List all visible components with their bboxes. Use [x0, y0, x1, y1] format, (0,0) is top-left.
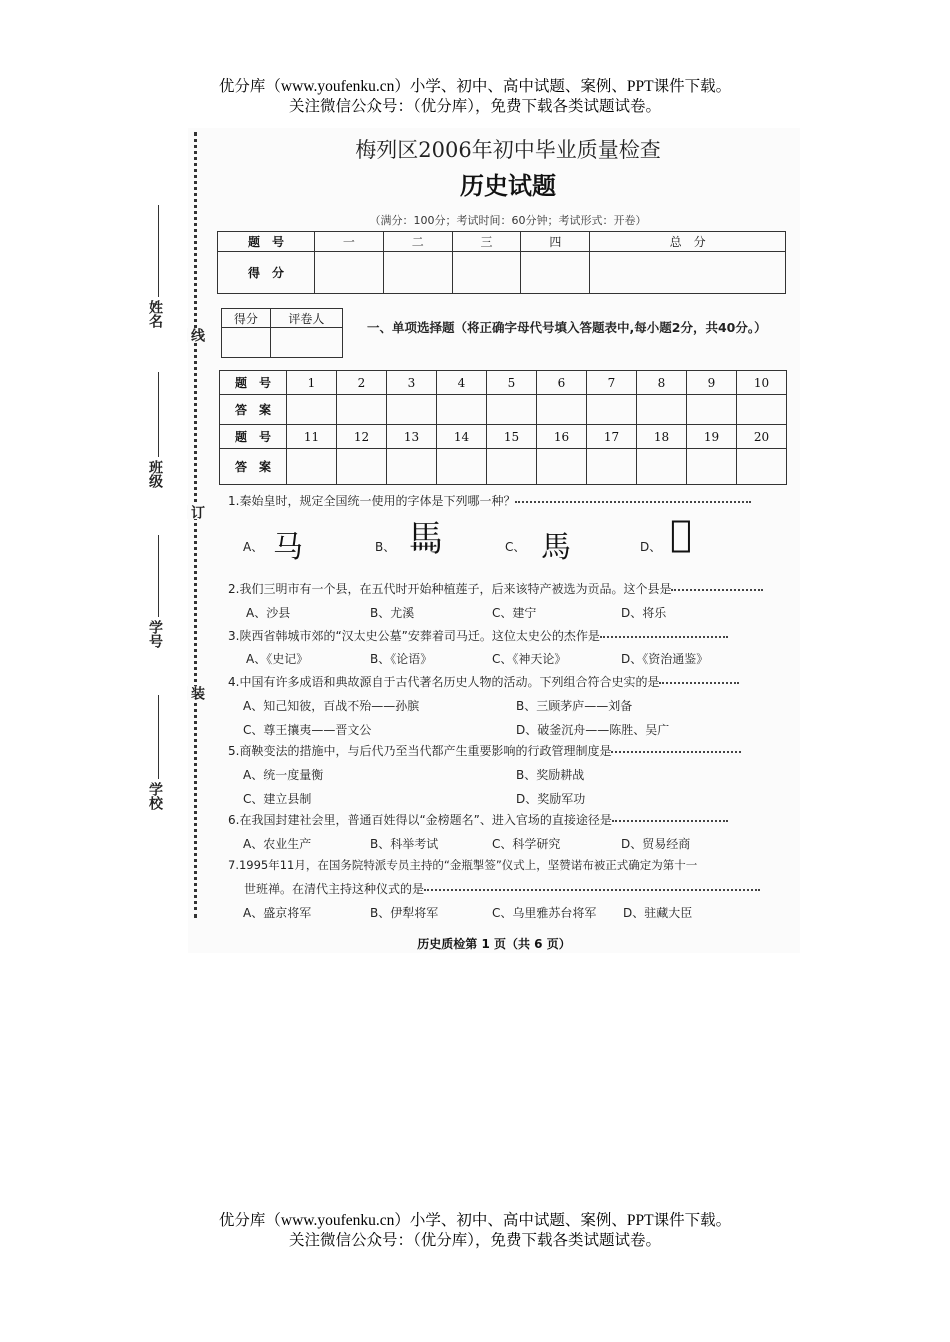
score-input-cell[interactable]: [590, 252, 786, 294]
watermark-footer-line-1: 优分库（www.youfenku.cn）小学、初中、高中试题、案例、PPT课件下载。: [218, 1212, 732, 1229]
class-underline: [158, 372, 159, 457]
leader-dots: [515, 501, 751, 503]
answer-q-number: 14: [437, 425, 487, 449]
answer-q-number: 18: [637, 425, 687, 449]
q7-option-b: B、伊犁将军: [370, 906, 439, 920]
question-stem-text: 3.陕西省韩城市郊的“汉太史公墓”安葬着司马迁。这位太史公的杰作是: [228, 629, 600, 643]
answer-q-number: 20: [737, 425, 787, 449]
score-header-cell: 题 号: [218, 232, 315, 252]
question-4-stem: [228, 673, 739, 690]
student-id-underline: [158, 535, 159, 617]
answer-cell[interactable]: [687, 449, 737, 485]
answer-q-label: 题 号: [220, 425, 287, 449]
q1-option-d: D、: [640, 540, 662, 554]
question-stem-text: 4.中国有许多成语和典故源自于古代著名历史人物的活动。下列组合符合史实的是: [228, 675, 660, 689]
answer-cell[interactable]: [537, 395, 587, 425]
score-header-cell: 一: [315, 232, 384, 252]
leader-dots: [611, 751, 741, 753]
answer-cell[interactable]: [437, 449, 487, 485]
answer-q-number: 5: [487, 371, 537, 395]
name-underline: [158, 205, 159, 297]
class-label: 班级: [147, 460, 163, 488]
answer-cell[interactable]: [387, 449, 437, 485]
student-id-label: 学号: [147, 620, 163, 648]
grader-name-cell[interactable]: [270, 328, 342, 358]
answer-cell[interactable]: [737, 449, 787, 485]
answer-a-label: 答 案: [220, 449, 287, 485]
grader-score-label: 得分: [222, 309, 271, 328]
q1-option-a: A、: [243, 540, 264, 554]
answer-q-number: 2: [337, 371, 387, 395]
answer-cell[interactable]: [437, 395, 487, 425]
q6-option-d: D、贸易经商: [621, 837, 691, 851]
score-header-cell: 四: [521, 232, 590, 252]
school-label: 学校: [147, 782, 163, 810]
question-stem-text: 1.秦始皇时，规定全国统一使用的字体是下列哪一种？: [228, 494, 516, 508]
q2-option-b: B、尤溪: [370, 606, 415, 620]
q4-option-b: B、三顾茅庐——刘备: [516, 699, 633, 713]
q6-option-b: B、科举考试: [370, 837, 439, 851]
answer-table: [219, 370, 787, 485]
answer-q-number: 10: [737, 371, 787, 395]
q7-option-a: A、盛京将军: [243, 906, 312, 920]
question-5-stem: [228, 742, 741, 759]
answer-cell[interactable]: [487, 395, 537, 425]
q5-option-c: C、建立县制: [243, 792, 312, 806]
score-header-cell: 三: [452, 232, 521, 252]
q7-option-d: D、驻藏大臣: [623, 906, 693, 920]
question-stem-text: 2.我们三明市有一个县，在五代时开始种植莲子，后来该特产被选为贡品。这个县是: [228, 582, 672, 596]
q3-option-b: B、《论语》: [370, 652, 433, 666]
seal-word-zhuang: 装: [189, 686, 205, 700]
q1-glyph-c: 馬: [541, 530, 571, 565]
score-input-cell[interactable]: [521, 252, 590, 294]
answer-cell[interactable]: [737, 395, 787, 425]
exam-subject: 历史试题: [460, 172, 556, 200]
section-1-heading: 一、单项选择题（将正确字母代号填入答题表中,每小题2分，共40分。）: [367, 320, 767, 335]
q1-glyph-b: 𩡧: [408, 519, 445, 560]
q3-option-a: A、《史记》: [246, 652, 309, 666]
score-header-cell: 二: [383, 232, 452, 252]
answer-q-label: 题 号: [220, 371, 287, 395]
q6-option-a: A、农业生产: [243, 837, 312, 851]
score-input-cell[interactable]: [452, 252, 521, 294]
question-stem-text: 世班禅。在清代主持这种仪式的是: [244, 882, 425, 896]
leader-dots: [600, 636, 728, 638]
leader-dots: [659, 682, 739, 684]
watermark-line-1: 优分库（www.youfenku.cn）小学、初中、高中试题、案例、PPT课件下载。: [218, 78, 732, 95]
answer-cell[interactable]: [637, 395, 687, 425]
school-underline: [158, 695, 159, 779]
q6-option-c: C、科学研究: [492, 837, 561, 851]
question-2-stem: [228, 580, 763, 597]
answer-q-number: 7: [587, 371, 637, 395]
answer-cell[interactable]: [287, 395, 337, 425]
answer-q-number: 19: [687, 425, 737, 449]
grader-name-label: 评卷人: [270, 309, 342, 328]
answer-a-label: 答 案: [220, 395, 287, 425]
q7-option-c: C、乌里雅苏台将军: [492, 906, 597, 920]
question-7-stem-cont: [244, 880, 760, 897]
q1-option-c: C、: [505, 540, 526, 554]
answer-q-number: 11: [287, 425, 337, 449]
binding-dotted-line: [194, 132, 197, 918]
answer-q-number: 8: [637, 371, 687, 395]
q3-option-c: C、《神天论》: [492, 652, 567, 666]
q1-glyph-a: 马: [273, 530, 303, 565]
score-table: [217, 231, 786, 294]
answer-q-number: 3: [387, 371, 437, 395]
question-1-stem: [228, 492, 751, 509]
seal-word-ding: 订: [189, 505, 205, 519]
question-7-stem: 7.1995年11月，在国务院特派专员主持的“金瓶掣签”仪式上，坚赞诺布被正式确定为第十一: [228, 858, 698, 872]
leader-dots: [424, 889, 760, 891]
q4-option-d: D、破釜沉舟——陈胜、吴广: [516, 723, 670, 737]
q1-option-b: B、: [375, 540, 396, 554]
q2-option-a: A、沙县: [246, 606, 291, 620]
answer-q-number: 15: [487, 425, 537, 449]
answer-q-number: 13: [387, 425, 437, 449]
leader-dots: [671, 589, 763, 591]
answer-cell[interactable]: [387, 395, 437, 425]
q5-option-d: D、奖励军功: [516, 792, 586, 806]
q1-glyph-d: 𩧦: [670, 514, 692, 555]
q5-option-b: B、奖励耕战: [516, 768, 585, 782]
q5-option-a: A、统一度量衡: [243, 768, 324, 782]
answer-q-number: 6: [537, 371, 587, 395]
answer-cell[interactable]: [487, 449, 537, 485]
question-stem-text: 6.在我国封建社会里，普通百姓得以“金榜题名”、进入官场的直接途径是: [228, 813, 612, 827]
question-3-stem: [228, 627, 728, 644]
watermark-footer-line-2: 关注微信公众号：（优分库），免费下载各类试题试卷。: [288, 1232, 661, 1249]
leader-dots: [612, 820, 728, 822]
answer-cell[interactable]: [687, 395, 737, 425]
answer-q-number: 1: [287, 371, 337, 395]
answer-q-number: 12: [337, 425, 387, 449]
question-6-stem: [228, 811, 728, 828]
exam-title: 梅列区2006年初中毕业质量检查: [355, 138, 661, 162]
watermark-line-2: 关注微信公众号：（优分库），免费下载各类试题试卷。: [288, 98, 661, 115]
answer-cell[interactable]: [587, 449, 637, 485]
score-header-cell: 总 分: [590, 232, 786, 252]
seal-word-line: 线: [189, 328, 205, 342]
score-input-cell[interactable]: [383, 252, 452, 294]
answer-cell[interactable]: [337, 449, 387, 485]
question-stem-text: 5.商鞅变法的措施中，与后代乃至当代都产生重要影响的行政管理制度是: [228, 744, 612, 758]
answer-cell[interactable]: [587, 395, 637, 425]
score-input-cell[interactable]: [315, 252, 384, 294]
answer-q-number: 16: [537, 425, 587, 449]
answer-q-number: 17: [587, 425, 637, 449]
answer-q-number: 9: [687, 371, 737, 395]
grader-score-cell[interactable]: [222, 328, 271, 358]
name-label: 姓名: [147, 300, 163, 328]
answer-q-number: 4: [437, 371, 487, 395]
answer-cell[interactable]: [537, 449, 587, 485]
answer-cell[interactable]: [637, 449, 687, 485]
grader-box: [221, 308, 343, 358]
score-row-label: 得 分: [218, 252, 315, 294]
page-footer: 历史质检第 1 页（共 6 页）: [417, 937, 571, 951]
q3-option-d: D、《资治通鉴》: [621, 652, 709, 666]
answer-cell[interactable]: [337, 395, 387, 425]
q4-option-a: A、知己知彼，百战不殆——孙膑: [243, 699, 420, 713]
exam-info: （满分：100分；考试时间：60分钟；考试形式：开卷）: [369, 214, 647, 227]
answer-cell[interactable]: [287, 449, 337, 485]
q2-option-c: C、建宁: [492, 606, 537, 620]
q2-option-d: D、将乐: [621, 606, 667, 620]
q4-option-c: C、尊王攘夷——晋文公: [243, 723, 372, 737]
